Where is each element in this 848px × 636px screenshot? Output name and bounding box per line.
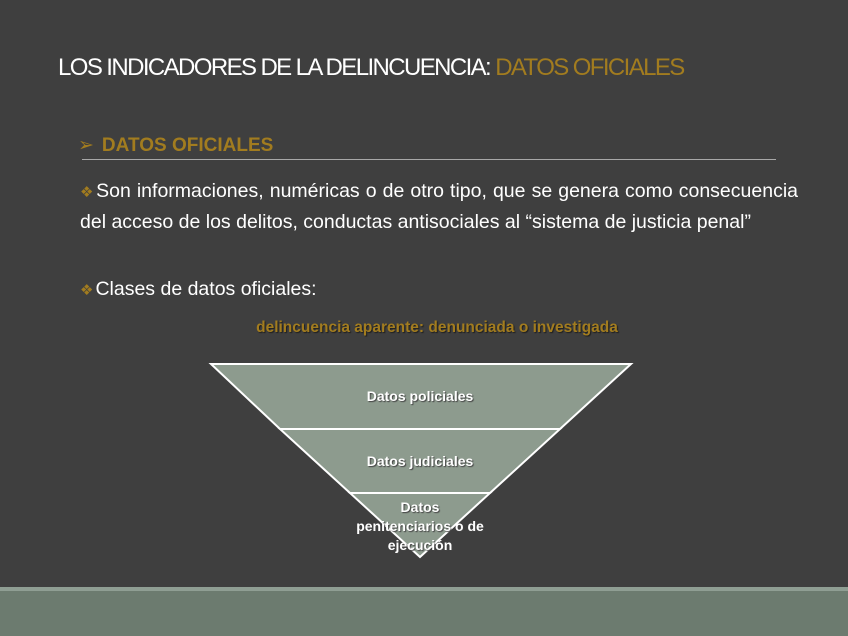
title-main: LOS INDICADORES DE LA DELINCUENCIA: [58,54,496,81]
diamond-bullet-icon: ❖ [80,184,95,201]
arrow-bullet-icon: ➢ [78,135,94,156]
diamond-bullet-icon: ❖ [80,282,94,299]
footer-band [0,591,848,636]
section-heading-text: DATOS OFICIALES [101,135,274,156]
title-accent: DATOS OFICIALES [495,54,684,81]
definition-text: Son informaciones, numéricas o de otro tipo, que se genera como consecuencia del acceso de los delitos, conductas antisociales al “sistema de justicia penal” [80,180,798,233]
funnel-level-2-label: Datos judiciales [366,453,474,469]
funnel-level-1-label: Datos policiales [366,388,474,404]
diagram-caption: delincuencia aparente: denunciada o investigada [256,319,618,336]
funnel-level-3-label: Datos penitenciarios o de ejecución [356,499,484,553]
classes-text: Clases de datos oficiales: [95,278,317,300]
